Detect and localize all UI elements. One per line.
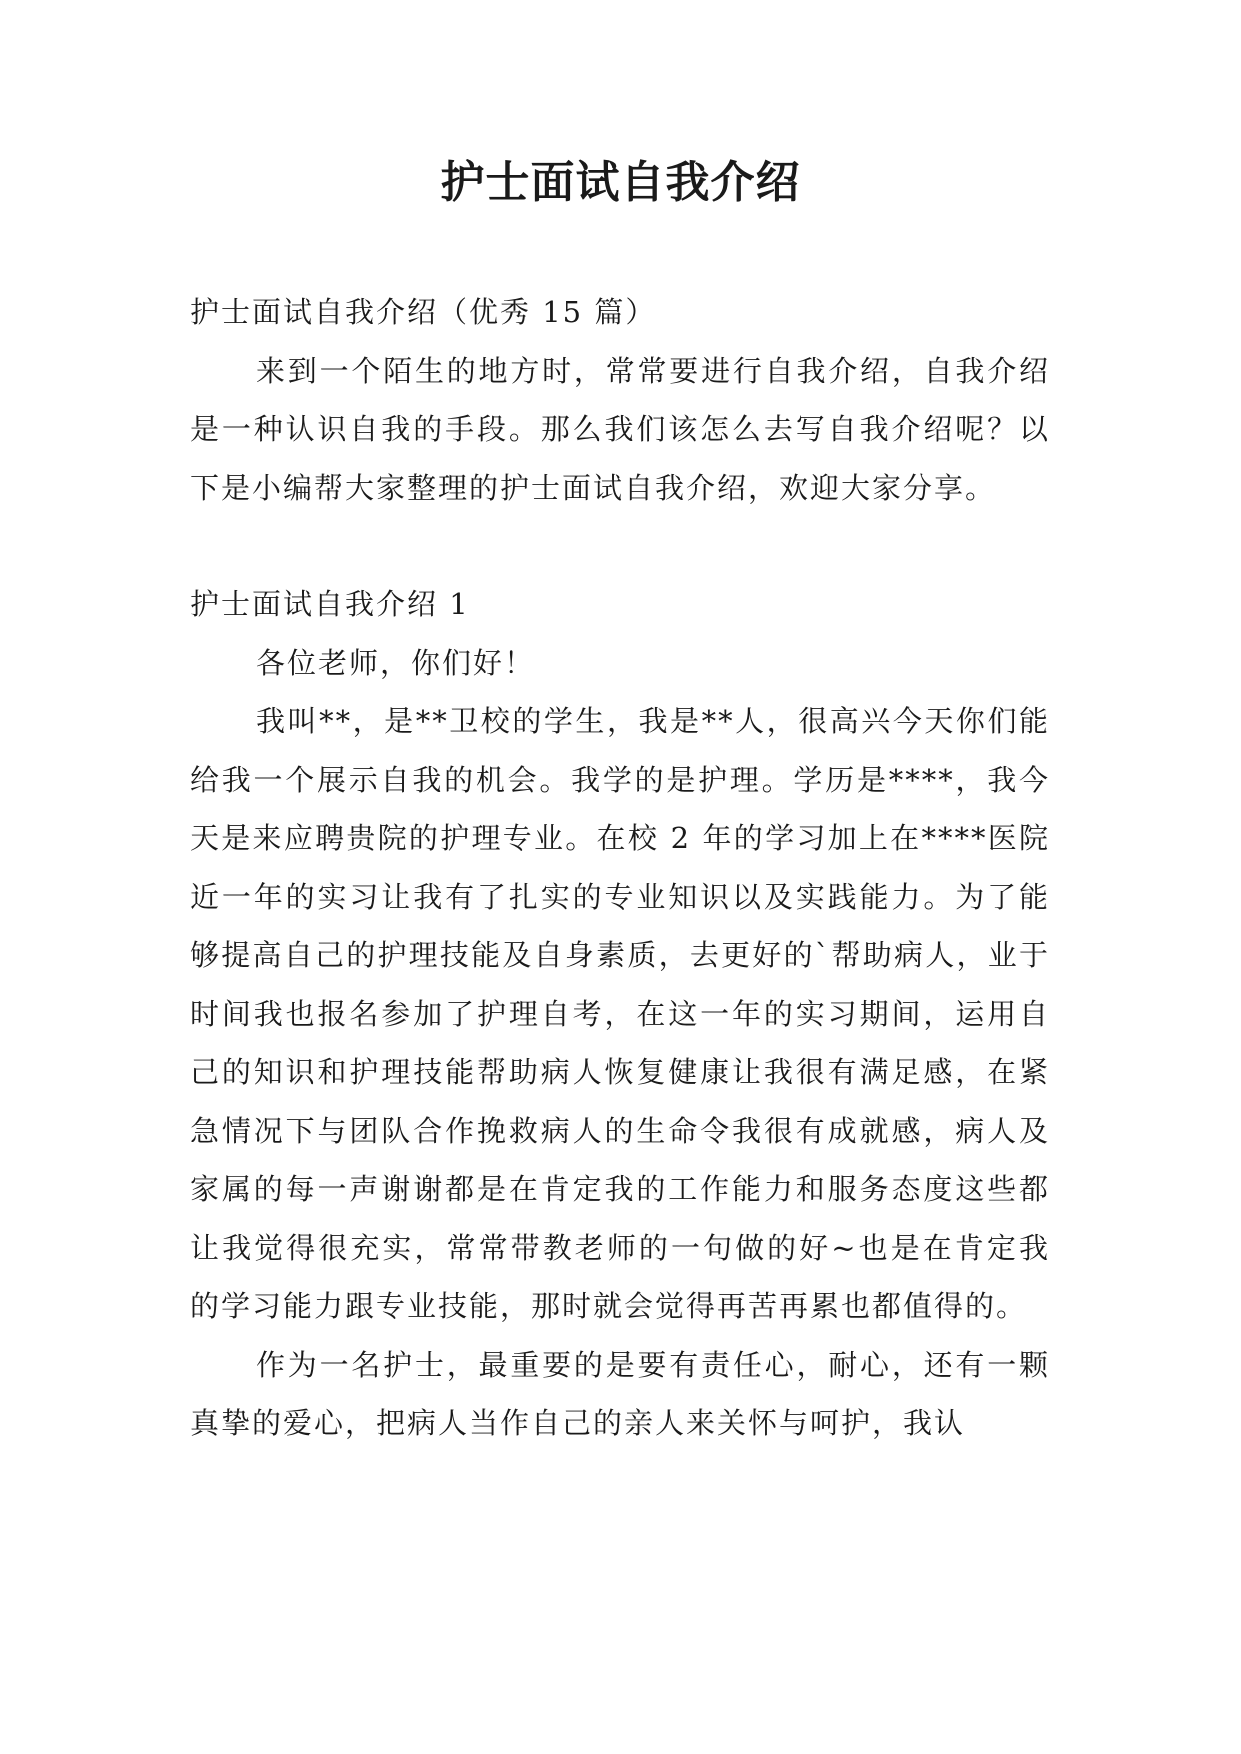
intro-paragraph: 来到一个陌生的地方时，常常要进行自我介绍，自我介绍是一种认识自我的手段。那么我们该怎么去写自我介绍呢？以下是小编帮大家整理的护士面试自我介绍，欢迎大家分享。 — [190, 353, 1050, 505]
section-spacer — [190, 517, 1050, 575]
document-title: 护士面试自我介绍 — [440, 157, 801, 208]
document-body — [190, 283, 1050, 1453]
section-heading: 护士面试自我介绍 1 — [190, 587, 470, 621]
greeting-line: 各位老师，你们好！ — [256, 645, 536, 680]
document-subtitle: 护士面试自我介绍（优秀 15 篇） — [190, 295, 657, 329]
body-paragraph-1: 我叫**，是**卫校的学生，我是**人，很高兴今天你们能给我一个展示自我的机会。我学的是护理。学历是****，我今天是来应聘贵院的护理专业。在校 2 年的学习加上在****医院近一年的实习让我有了扎实的专业知识以及实践能力。为了能够提高自己的护理技能及自身素质，去更好的`帮助病人，业于时间我也报名参加了护理自考，在这一年的实习期间，运用自己的知识和护理技能帮助病人恢复健康让我很有满足感，在紧急情况下与团队合作挽救病人的生命令我很有成就感，病人及家属的每一声谢谢都是在肯定我的工作能力和服务态度这些都让我觉得很充实，常常带教老师的一句做的好~也是在肯定我的学习能力跟专业技能，那时就会觉得再苦再累也都值得的。 — [190, 704, 1050, 1323]
body-paragraph-2: 作为一名护士，最重要的是要有责任心，耐心，还有一颗真挚的爱心，把病人当作自己的亲人来关怀与呵护，我认 — [190, 1347, 1050, 1440]
